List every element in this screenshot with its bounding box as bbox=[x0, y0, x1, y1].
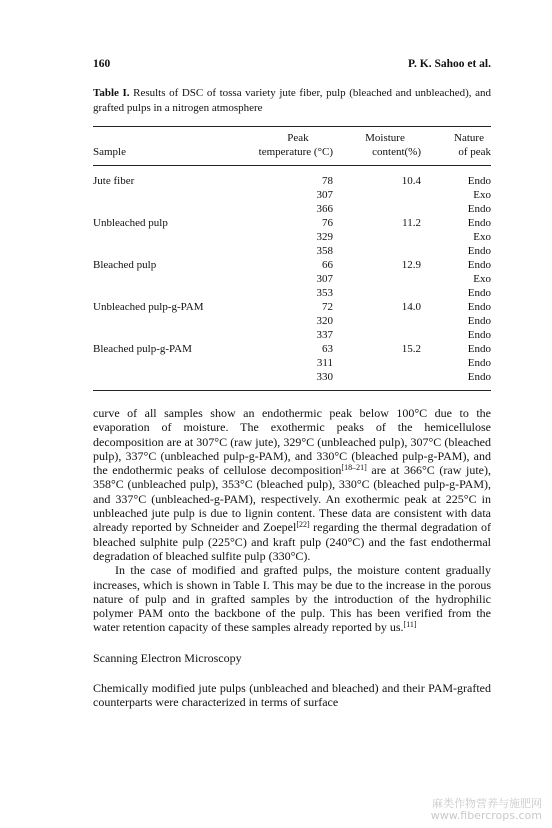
table-row bbox=[93, 244, 491, 258]
cell-sample: Bleached pulp-g-PAM bbox=[93, 343, 192, 355]
citation-ref: [22] bbox=[296, 520, 310, 530]
paragraph-dsc-discussion: curve of all samples show an endothermic peak below 100°C due to the evaporation of moisture. The exothermic peaks of the hemicellulose decomposition are at 307°C (raw jute), 329°C (unbleached pulp), 307°C (bleached pulp), 337°C (unbleached pulp-g-PAM), and 330°C (bleached pulp-g-PAM), and the endothermic peaks of cellulose decomposition[18–21] are at 366°C (raw jute), 358°C (unbleached pulp), 353°C (bleached pulp), 330°C (bleached pulp-g-PAM), and 337°C (unbleached-g-PAM), respectively. An exothermic peak at 225°C in unbleached jute pulp is due to lignin content. These data are consistent with data already reported by Schneider and Zoepel[22] regarding the thermal degradation of bleached sulphite pulp (225°C) and kraft pulp (240°C) and the fast endothermal degradation of bleached sulfite pulp (330°C). bbox=[93, 406, 491, 563]
table-row bbox=[93, 188, 491, 202]
table-header-row bbox=[93, 127, 491, 166]
cell-peak-temperature: 72 bbox=[322, 301, 333, 313]
paragraph-moisture-content: In the case of modified and grafted pulps, the moisture content gradually increases, which is shown in Table I. This may be due to the increase in the porous nature of pulp and in grafted samples by the introduction of the hydrophilic polymer PAM onto the backbone of the pulp. This has been verified from the water retention capacity of these samples already reported by us.[11] bbox=[93, 563, 491, 635]
cell-nature-of-peak: Endo bbox=[467, 343, 491, 355]
cell-sample bbox=[93, 202, 245, 216]
cell-moisture-content bbox=[335, 202, 431, 216]
cell-moisture-content bbox=[335, 356, 431, 370]
cell-nature-of-peak: Endo bbox=[467, 287, 491, 299]
cell-moisture-content bbox=[335, 328, 431, 342]
table-row bbox=[93, 272, 491, 286]
header-sample: Sample bbox=[93, 127, 245, 166]
citation-ref: [18–21] bbox=[341, 463, 367, 473]
cell-peak-temperature: 330 bbox=[316, 371, 333, 383]
table-row bbox=[93, 328, 491, 342]
cell-moisture-content: 10.4 bbox=[401, 175, 421, 187]
table-row bbox=[93, 166, 491, 189]
cell-sample bbox=[93, 244, 245, 258]
section-title: Scanning Electron Microscopy bbox=[93, 650, 242, 665]
watermark: 麻类作物营养与施肥网 www.fibercrops.com bbox=[430, 797, 542, 822]
running-header-authors: P. K. Sahoo et al. bbox=[408, 58, 491, 70]
cell-peak-temperature: 320 bbox=[316, 315, 333, 327]
cell-sample bbox=[93, 328, 245, 342]
header-moisture-content: Moisture content(%) bbox=[335, 127, 431, 166]
cell-peak-temperature: 329 bbox=[316, 231, 333, 243]
cell-sample bbox=[93, 370, 245, 391]
cell-nature-of-peak: Endo bbox=[467, 329, 491, 341]
body-text bbox=[93, 406, 491, 710]
cell-peak-temperature: 63 bbox=[322, 343, 333, 355]
page-number: 160 bbox=[93, 58, 111, 70]
cell-moisture-content bbox=[335, 314, 431, 328]
cell-peak-temperature: 78 bbox=[322, 175, 333, 187]
cell-nature-of-peak: Endo bbox=[467, 301, 491, 313]
header-peak-temperature: Peak temperature (°C) bbox=[245, 127, 335, 166]
table-row bbox=[93, 202, 491, 216]
cell-peak-temperature: 337 bbox=[316, 329, 333, 341]
table-row bbox=[93, 356, 491, 370]
table-row bbox=[93, 314, 491, 328]
cell-moisture-content bbox=[335, 188, 431, 202]
cell-nature-of-peak: Endo bbox=[467, 357, 491, 369]
cell-peak-temperature: 353 bbox=[316, 287, 333, 299]
cell-moisture-content bbox=[335, 230, 431, 244]
cell-peak-temperature: 311 bbox=[316, 357, 333, 369]
cell-sample: Unbleached pulp-g-PAM bbox=[93, 301, 204, 313]
dsc-results-table bbox=[93, 126, 491, 391]
table-row bbox=[93, 370, 491, 391]
citation-ref: [11] bbox=[403, 620, 417, 630]
cell-moisture-content: 15.2 bbox=[401, 343, 421, 355]
cell-nature-of-peak: Exo bbox=[473, 189, 491, 201]
table-row bbox=[93, 230, 491, 244]
cell-moisture-content: 11.2 bbox=[402, 217, 421, 229]
page-content bbox=[93, 58, 491, 391]
cell-sample bbox=[93, 230, 245, 244]
cell-moisture-content bbox=[335, 286, 431, 300]
header-nature-of-peak: Nature of peak bbox=[431, 127, 491, 166]
cell-nature-of-peak: Endo bbox=[467, 259, 491, 271]
cell-nature-of-peak: Endo bbox=[467, 315, 491, 327]
running-header bbox=[93, 58, 491, 78]
paragraph-sem: Chemically modified jute pulps (unbleached and bleached) and their PAM-grafted counterparts were characterized in terms of surface bbox=[93, 681, 491, 710]
table-caption-label: Table I. bbox=[93, 87, 130, 99]
cell-nature-of-peak: Exo bbox=[473, 273, 491, 285]
cell-sample bbox=[93, 188, 245, 202]
cell-nature-of-peak: Endo bbox=[467, 245, 491, 257]
cell-nature-of-peak: Endo bbox=[467, 217, 491, 229]
table-caption-text: Results of DSC of tossa variety jute fiber, pulp (bleached and unbleached), and grafted pulps in a nitrogen atmosphere bbox=[93, 87, 492, 114]
table-row bbox=[93, 258, 491, 272]
cell-peak-temperature: 366 bbox=[316, 203, 333, 215]
cell-moisture-content bbox=[335, 272, 431, 286]
table-row bbox=[93, 216, 491, 230]
table-row bbox=[93, 300, 491, 314]
cell-sample: Jute fiber bbox=[93, 175, 135, 187]
cell-sample bbox=[93, 286, 245, 300]
cell-sample bbox=[93, 356, 245, 370]
cell-moisture-content bbox=[335, 244, 431, 258]
cell-sample bbox=[93, 272, 245, 286]
table-caption bbox=[93, 86, 491, 116]
cell-peak-temperature: 307 bbox=[316, 189, 333, 201]
cell-moisture-content: 12.9 bbox=[401, 259, 421, 271]
cell-sample: Unbleached pulp bbox=[93, 217, 168, 229]
cell-nature-of-peak: Endo bbox=[467, 203, 491, 215]
cell-nature-of-peak: Endo bbox=[467, 175, 491, 187]
cell-moisture-content: 14.0 bbox=[401, 301, 421, 313]
cell-peak-temperature: 307 bbox=[316, 273, 333, 285]
table-row bbox=[93, 286, 491, 300]
cell-peak-temperature: 76 bbox=[322, 217, 333, 229]
cell-peak-temperature: 66 bbox=[322, 259, 333, 271]
cell-sample: Bleached pulp bbox=[93, 259, 157, 271]
cell-peak-temperature: 358 bbox=[316, 245, 333, 257]
cell-nature-of-peak: Endo bbox=[467, 371, 491, 383]
table-row bbox=[93, 342, 491, 356]
cell-nature-of-peak: Exo bbox=[473, 231, 491, 243]
cell-sample bbox=[93, 314, 245, 328]
cell-moisture-content bbox=[335, 370, 431, 391]
